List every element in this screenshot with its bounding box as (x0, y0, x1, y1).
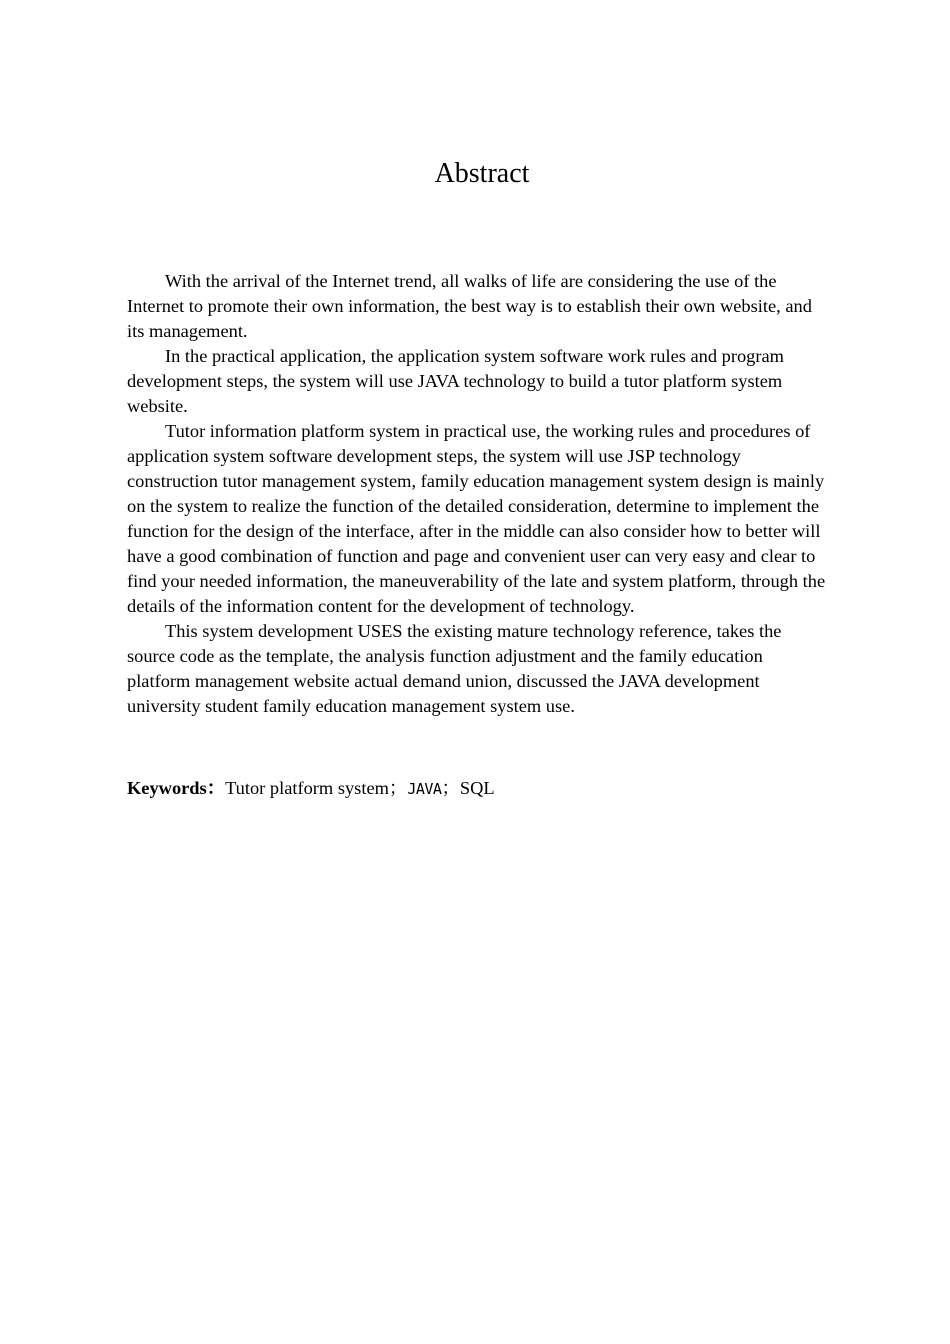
keyword-item-1: Tutor platform system (225, 778, 389, 798)
abstract-paragraph-4: This system development USES the existing mature technology reference, takes the source code as the template, the analysis function adjustment and the family education platform management website actual demand union, discussed the JAVA development university student family education management system use. (127, 621, 782, 716)
keyword-separator-1: ； (388, 778, 408, 798)
abstract-body (127, 269, 827, 719)
keyword-item-2: JAVA (407, 780, 442, 798)
abstract-paragraph-2: In the practical application, the application system software work rules and program development steps, the system will use JAVA technology to build a tutor platform system website. (127, 346, 784, 416)
abstract-paragraph-3: Tutor information platform system in practical use, the working rules and procedures of application system software development steps, the system will use JSP technology construction tutor management system, family education management system design is mainly on the system to realize the function of the detailed consideration, determine to implement the function for the design of the interface, after in the middle can also consider how to better will have a good combination of function and page and convenient user can very easy and clear to find your needed information, the maneuverability of the late and system platform, through the details of the information content for the development of technology. (127, 421, 826, 616)
keyword-separator-2: ； (441, 778, 460, 798)
keywords-line (127, 776, 827, 802)
keywords-label: Keywords (127, 778, 207, 798)
abstract-title: Abstract (434, 158, 530, 189)
abstract-paragraph-1: With the arrival of the Internet trend, all walks of life are considering the use of the Internet to promote their own information, the best way is to establish their own website, and its management. (127, 271, 812, 341)
keyword-item-3: SQL (459, 778, 495, 798)
keywords-label-colon: ： (206, 778, 226, 798)
